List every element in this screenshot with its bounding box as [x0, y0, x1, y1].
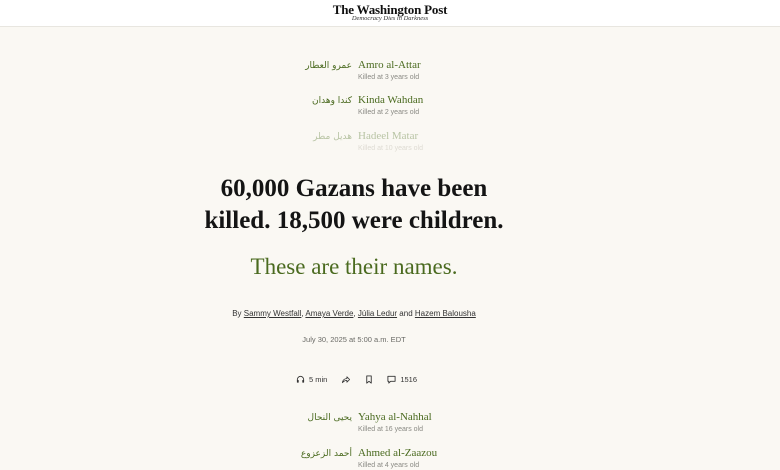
author-link[interactable]: Sammy Westfall — [243, 309, 302, 318]
save-button[interactable] — [365, 375, 373, 384]
author-link[interactable]: Júlia Ledur — [357, 309, 398, 318]
listen-duration: 5 min — [309, 374, 328, 384]
byline-prefix: By — [232, 309, 242, 318]
article-tools — [296, 373, 431, 385]
victim-entry — [0, 449, 780, 470]
victim-age: Killed at 10 years old — [358, 145, 423, 152]
victim-age: Killed at 4 years old — [358, 462, 420, 469]
victim-entry — [0, 413, 780, 443]
comments-count: 1516 — [400, 374, 418, 384]
article-subheadline: These are their names. — [250, 254, 458, 279]
victim-name: Yahya al-Nahhal — [358, 411, 432, 423]
victim-entry — [0, 61, 780, 91]
author-link[interactable]: Amaya Verde — [305, 309, 354, 318]
victim-name: Kinda Wahdan — [358, 94, 424, 106]
victim-entry — [0, 132, 780, 162]
masthead-tagline: Democracy Dies in Darkness — [351, 15, 429, 22]
listen-button[interactable] — [296, 375, 327, 384]
headline-line-2: killed. 18,500 were children. — [204, 207, 504, 234]
victim-arabic-name: هديل مطر — [313, 132, 352, 142]
byline: By Sammy Westfall, Amaya Verde, Júlia Ledur and Hazem Balousha — [232, 309, 476, 318]
share-button[interactable] — [341, 375, 351, 384]
comments-button[interactable] — [387, 375, 417, 384]
victim-name: Amro al-Attar — [358, 59, 421, 71]
victim-age: Killed at 2 years old — [358, 109, 420, 116]
headphones-icon — [296, 375, 305, 384]
site-header — [0, 0, 780, 27]
article-headline — [0, 173, 708, 237]
victim-age: Killed at 16 years old — [358, 426, 423, 433]
victim-arabic-name: عمرو العطار — [305, 61, 352, 71]
bookmark-icon — [365, 375, 373, 384]
victim-arabic-name: كندا وهدان — [311, 96, 352, 106]
masthead-logo[interactable]: The Washington Post — [332, 2, 448, 17]
victim-name: Ahmed al-Zaazou — [358, 447, 438, 459]
share-icon — [341, 375, 351, 384]
victim-entry — [0, 96, 780, 126]
publish-date: July 30, 2025 at 5:00 a.m. EDT — [302, 335, 406, 344]
victim-name: Hadeel Matar — [358, 130, 419, 142]
author-link[interactable]: Hazem Balousha — [414, 309, 476, 318]
byline-and: and — [399, 309, 413, 318]
victim-arabic-name: يحيى النحال — [307, 413, 352, 423]
victim-arabic-name: أحمد الزعزوع — [300, 449, 352, 459]
comment-icon — [387, 375, 396, 384]
victim-age: Killed at 3 years old — [358, 74, 420, 81]
headline-line-1: 60,000 Gazans have been — [220, 175, 488, 202]
